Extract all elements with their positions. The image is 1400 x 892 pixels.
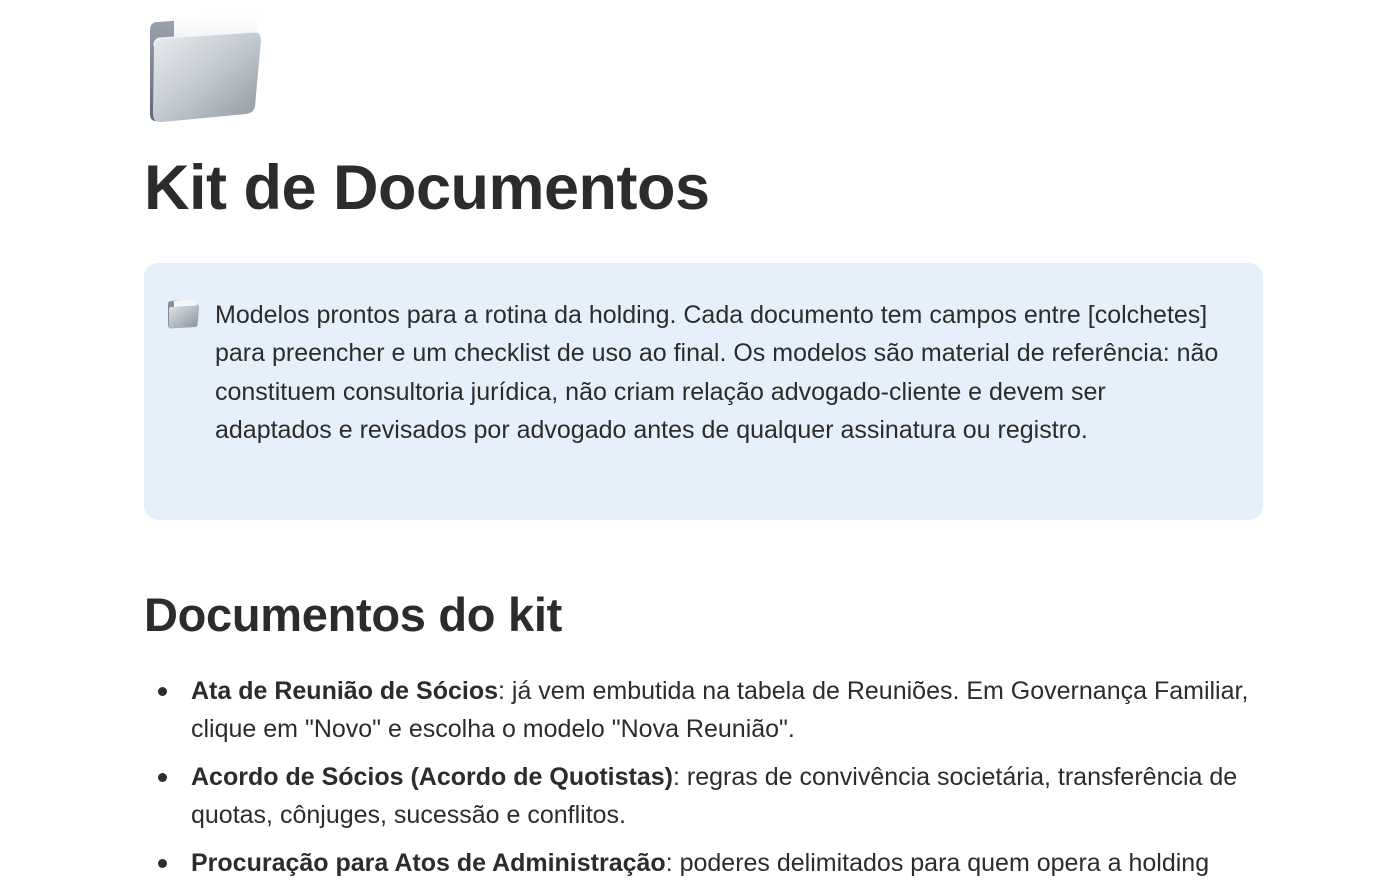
bullet-icon [158, 859, 167, 868]
list-item[interactable] [144, 672, 1264, 748]
bullet-icon [158, 773, 167, 782]
document-name: Acordo de Sócios (Acordo de Quotistas) [191, 763, 673, 791]
document-name: Procuração para Atos de Administração [191, 849, 666, 877]
bullet-icon [158, 687, 167, 696]
document-description: : regras de convivência societária, transferência de quotas, cônjuges, sucessão e conflitos. [191, 763, 1238, 829]
document-description: : poderes delimitados para quem opera a holding [665, 849, 1210, 877]
document-description: : já vem embutida na tabela de Reuniões. Em Governança Familiar, clique em "Novo" e escolha o modelo "Nova Reunião". [191, 677, 1249, 743]
info-callout [144, 263, 1263, 520]
folder-icon[interactable] [144, 8, 264, 126]
document-name: Ata de Reunião de Sócios [191, 677, 499, 705]
documents-list [144, 672, 1264, 892]
page-title[interactable]: Kit de Documentos [144, 153, 710, 223]
callout-text[interactable]: Modelos prontos para a rotina da holding. Cada documento tem campos entre [colchetes] para preencher e um checklist de uso ao final. Os modelos são material de referência: não constituem consultoria jurídica, não criam relação advogado-cliente e devem ser adaptados e revisados por advogado antes de qualquer assinatura ou registro. [215, 301, 1219, 444]
list-item[interactable] [144, 758, 1264, 834]
section-heading[interactable]: Documentos do kit [144, 588, 562, 641]
folder-icon [166, 297, 200, 329]
list-item[interactable] [144, 844, 1264, 882]
